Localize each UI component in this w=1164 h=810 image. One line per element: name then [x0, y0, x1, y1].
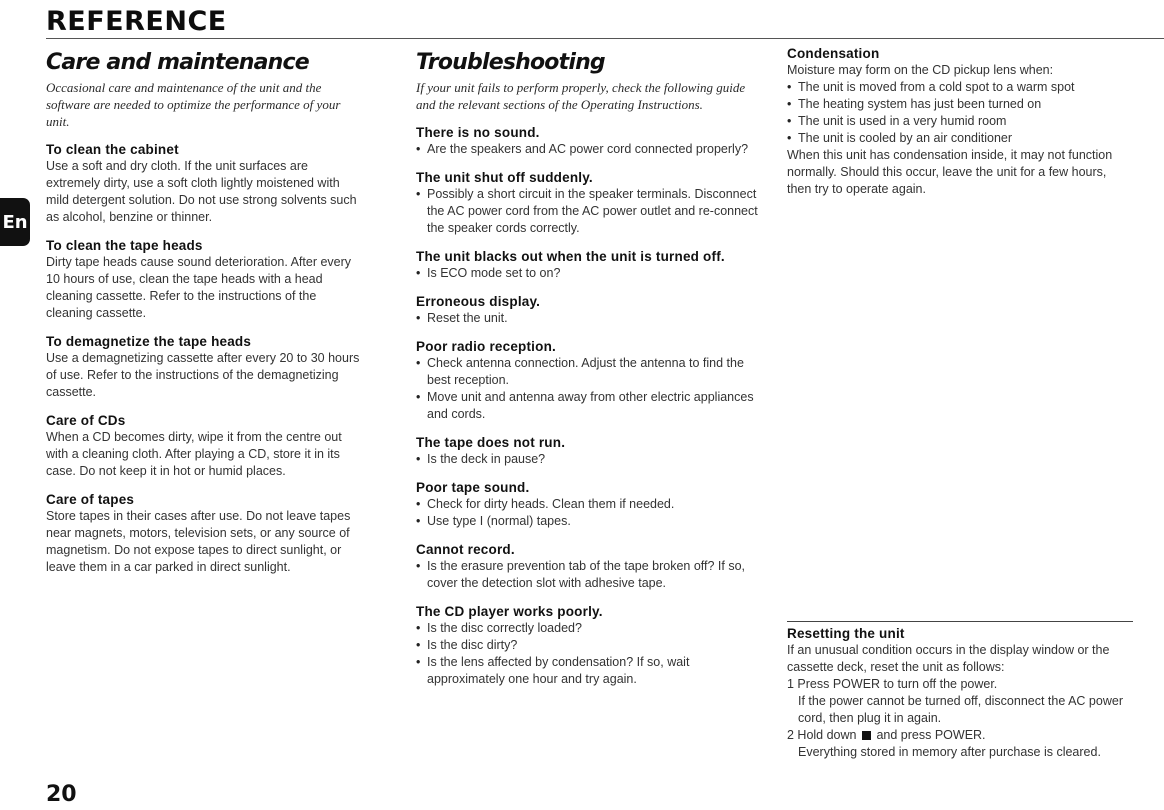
header-rule: [46, 38, 1164, 39]
reset-step: [787, 727, 1133, 744]
care-intro: Occasional care and maintenance of the unit and the software are needed to optimize the performance of your unit.: [46, 80, 341, 129]
check-item: • Check antenna connection. Adjust the antenna to find the best reception.: [416, 355, 762, 389]
check-item: • Is the lens affected by condensation? If so, wait approximately one hour and try again.: [416, 654, 762, 688]
care-body: Use a demagnetizing cassette after every 20 to 30 hours of use. Refer to the instructions of the demagnetizing cassette.: [46, 351, 360, 399]
problem-checks: [416, 265, 762, 282]
check-item: • Is the erasure prevention tab of the tape broken off? If so, cover the detection slot with adhesive tape.: [416, 558, 762, 592]
check-item: • Reset the unit.: [416, 310, 762, 327]
condensation-item: • The unit is cooled by an air conditioner: [787, 130, 1133, 147]
resetting-lead: If an unusual condition occurs in the display window or the cassette deck, reset the unit as follows:: [787, 643, 1110, 674]
problem-heading: Erroneous display.: [416, 294, 541, 309]
condensation-item: • The unit is used in a very humid room: [787, 113, 1133, 130]
problem-checks: [416, 620, 762, 688]
care-heading: Care of CDs: [46, 413, 126, 428]
problem-heading: Poor radio reception.: [416, 339, 556, 354]
care-body: Use a soft and dry cloth. If the unit surfaces are extremely dirty, use a soft cloth lightly moistened with mild detergent solution. Do not use strong solvents such as alcohol, benzine or thinner.: [46, 159, 357, 224]
page-number: 20: [46, 782, 77, 807]
check-item: • Possibly a short circuit in the speaker terminals. Disconnect the AC power cord from the AC power outlet and re-connect the speaker cords correctly.: [416, 186, 762, 237]
check-item: • Is the deck in pause?: [416, 451, 762, 468]
care-body: Dirty tape heads cause sound deterioration. After every 10 hours of use, clean the tape heads with a head cleaning cassette. Refer to the instructions of the cleaning cassette.: [46, 255, 352, 320]
problem-checks: [416, 558, 762, 592]
care-heading: To demagnetize the tape heads: [46, 334, 252, 349]
problem-checks: [416, 310, 762, 327]
problem-heading: The unit shut off suddenly.: [416, 170, 593, 185]
problem-heading: Poor tape sound.: [416, 480, 530, 495]
problem-checks: [416, 496, 762, 530]
condensation-lead: Moisture may form on the CD pickup lens when:: [787, 63, 1054, 77]
care-body: When a CD becomes dirty, wipe it from the centre out with a cleaning cloth. After playing a CD, store it in its case. Do not keep it in hot or humid places.: [46, 430, 342, 478]
problem-heading: The CD player works poorly.: [416, 604, 603, 619]
troubleshooting-title: Troubleshooting: [416, 50, 605, 75]
care-body: Store tapes in their cases after use. Do not leave tapes near magnets, motors, television sets, or any source of magnetism. Do not expose tapes to direct sunlight, or leave them in a car parked in direct sunlight.: [46, 509, 351, 574]
resetting-section: [787, 618, 1133, 761]
troubleshooting-intro: If your unit fails to perform properly, check the following guide and the relevant sections of the Operating Instructions.: [416, 80, 746, 112]
check-item: • Is the disc correctly loaded?: [416, 620, 762, 637]
problem-checks: [416, 186, 762, 237]
check-item: • Is the disc dirty?: [416, 637, 762, 654]
problem-heading: The unit blacks out when the unit is turned off.: [416, 249, 725, 264]
problem-heading: The tape does not run.: [416, 435, 566, 450]
care-title: Care and maintenance: [46, 50, 309, 75]
check-item: • Is ECO mode set to on?: [416, 265, 762, 282]
stop-icon: [862, 731, 871, 740]
care-heading: Care of tapes: [46, 492, 135, 507]
problem-heading: There is no sound.: [416, 125, 540, 140]
problem-checks: [416, 451, 762, 468]
check-item: • Use type I (normal) tapes.: [416, 513, 762, 530]
care-heading: To clean the tape heads: [46, 238, 203, 253]
condensation-note: When this unit has condensation inside, it may not function normally. Should this occur, leave the unit for a few hours, then try to operate again.: [787, 148, 1113, 196]
problem-checks: [416, 141, 762, 158]
condensation-list: [787, 79, 1133, 147]
care-heading: To clean the cabinet: [46, 142, 179, 157]
care-column: [46, 46, 364, 588]
problem-checks: [416, 355, 762, 423]
reset-step-note: Everything stored in memory after purchase is cleared.: [798, 745, 1101, 759]
check-item: • Move unit and antenna away from other electric appliances and cords.: [416, 389, 762, 423]
reset-step-text: 2 Hold down: [787, 728, 857, 742]
condensation-section: [787, 46, 1133, 210]
troubleshooting-column: [416, 46, 762, 700]
check-item: • Check for dirty heads. Clean them if needed.: [416, 496, 762, 513]
reset-step: 1 Press POWER to turn off the power.: [787, 677, 998, 691]
condensation-item: • The heating system has just been turned on: [787, 96, 1133, 113]
language-tab: En: [0, 198, 30, 246]
resetting-heading: Resetting the unit: [787, 626, 905, 641]
page-header-title: REFERENCE: [46, 6, 227, 37]
problem-heading: Cannot record.: [416, 542, 515, 557]
reset-step-note: If the power cannot be turned off, disconnect the AC power cord, then plug it in again.: [798, 694, 1123, 725]
condensation-item: • The unit is moved from a cold spot to a warm spot: [787, 79, 1133, 96]
reset-step-text: and press POWER.: [876, 728, 986, 742]
check-item: • Are the speakers and AC power cord connected properly?: [416, 141, 762, 158]
resetting-steps: [787, 676, 1133, 761]
condensation-heading: Condensation: [787, 46, 880, 61]
